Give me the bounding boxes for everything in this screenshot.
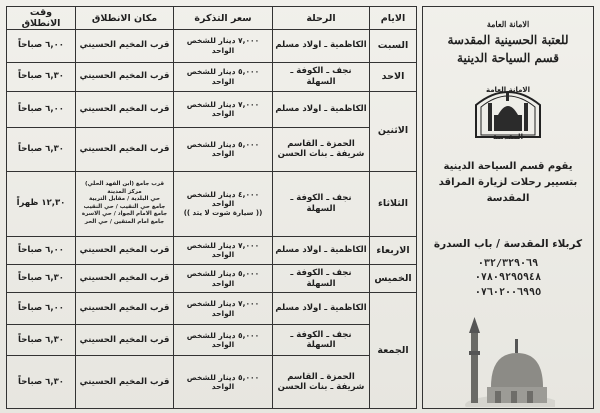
phone-list [423,257,593,301]
time-cell: ٦,٣٠ صباحاً [7,62,76,91]
table-row [7,356,417,409]
trip-cell: نجف ـ الكوفة ـ السهلة [273,171,370,236]
trip-line: الحمزة ـ القاسم [287,371,355,382]
place-line: قرب جامع (ابن الفهد الحلي) [84,181,165,188]
header-day: الايام [370,7,417,30]
department-name: قسم السياحة الدينية [457,51,559,65]
trip-cell: نجف ـ الكوفة ـ السهلة [273,62,370,91]
intro-line: يقوم قسم السياحة الدينية [443,161,573,172]
price-cell [174,171,273,236]
day-monday: الاثنين [370,91,417,171]
trip-line: شريفة ـ بنات الحسن [277,382,365,393]
price-cell: ٥,٠٠٠ دينار للشخص الواحد [174,265,273,293]
place-line: جامع حي النقيب / حي النقيب [83,203,166,210]
time-cell: ١٢,٣٠ ظهراً [7,171,76,236]
header-time: وقت الانطلاق [7,7,76,30]
intro-text [423,159,593,207]
place-line: حي البلدية / مقابل التربية [88,196,161,203]
time-cell: ٦,٣٠ صباحاً [7,127,76,171]
emblem-bottom-text: المقدسة [493,133,523,141]
table-row [7,265,417,293]
day-thursday: الخميس [370,265,417,293]
price-note: (( سيارة شوت لا يتد )) [183,208,263,217]
place-line: جامع امام المتقين / حي الحر [84,218,165,225]
day-tuesday: الثلاثاء [370,171,417,236]
place-line: جامع الامام الجواد / حي الاسرة [81,211,168,218]
table-row [7,171,417,236]
price-cell: ٧,٠٠٠ دينار للشخص الواحد [174,30,273,63]
header-place: مكان الانطلاق [76,7,174,30]
place-cell: قرب المخيم الحسيني [76,356,174,409]
table-row [7,127,417,171]
price-cell: ٥,٠٠٠ دينار للشخص الواحد [174,356,273,409]
time-cell: ٦,٠٠ صباحاً [7,30,76,63]
trip-line: شريفة ـ بنات الحسن [277,149,365,160]
place-cell: قرب المخيم الحسيني [76,293,174,324]
trip-line: الحمزة ـ القاسم [287,138,355,149]
place-cell: قرب المخيم الحسيني [76,324,174,355]
trip-cell: نجف ـ الكوفة ـ السهلة [273,265,370,293]
table-row [7,62,417,91]
header-price: سعر التذكرة [174,7,273,30]
time-cell: ٦,٣٠ صباحاً [7,265,76,293]
schedule-table-wrapper [6,6,416,409]
place-cell: قرب المخيم الحسيني [76,91,174,127]
shrine-dome-icon [465,315,555,407]
price-cell: ٧,٠٠٠ دينار للشخص الواحد [174,293,273,324]
intro-line: بتسيير رحلات لزيارة المراقد المقدسة [438,177,578,204]
place-cell: قرب المخيم الحسيني [76,62,174,91]
info-panel [422,6,594,409]
trip-cell: الكاظمية ـ اولاد مسلم [273,236,370,264]
trip-cell: الكاظمية ـ اولاد مسلم [273,30,370,63]
day-saturday: السبت [370,30,417,63]
org-name: للعتبة الحسينية المقدسة [447,33,569,47]
trip-cell [273,356,370,409]
shrine-emblem-icon [470,81,546,141]
trip-cell: نجف ـ الكوفة ـ السهلة [273,324,370,355]
day-sunday: الاحد [370,62,417,91]
price-cell: ٥,٠٠٠ دينار للشخص الواحد [174,127,273,171]
price-cell: ٥,٠٠٠ دينار للشخص الواحد [174,62,273,91]
table-row [7,30,417,63]
trip-cell [273,127,370,171]
place-line: مركز المدينة [107,188,142,195]
table-row [7,324,417,355]
phone-number: ٠٧٨٠٩٢٩٥٩٤٨ [474,272,542,284]
address-text: كربلاء المقدسة / باب السدرة [433,238,583,250]
time-cell: ٦,٠٠ صباحاً [7,236,76,264]
time-cell: ٦,٠٠ صباحاً [7,91,76,127]
org-top-title: الامانة العامة [486,19,530,29]
trip-cell: الكاظمية ـ اولاد مسلم [273,91,370,127]
day-wednesday: الاربعاء [370,236,417,264]
emblem-top-text: الامانة العامة [485,86,531,94]
header-trip: الرحلة [273,7,370,30]
time-cell: ٦,٣٠ صباحاً [7,356,76,409]
place-cell: قرب المخيم الحسيني [76,265,174,293]
time-cell: ٦,٣٠ صباحاً [7,324,76,355]
place-cell: قرب المخيم الحسيني [76,30,174,63]
place-cell-multi [76,171,174,236]
table-row [7,236,417,264]
table-row [7,293,417,324]
price-cell: ٧,٠٠٠ دينار للشخص الواحد [174,91,273,127]
phone-number: ٠٧٦٠٢٠٠٦٩٩٥ [474,286,542,298]
price-cell: ٧,٠٠٠ دينار للشخص الواحد [174,236,273,264]
day-friday: الجمعة [370,293,417,409]
table-row [7,91,417,127]
time-cell: ٦,٠٠ صباحاً [7,293,76,324]
trip-cell: الكاظمية ـ اولاد مسلم [273,293,370,324]
price-text: ٤,٠٠٠ دينار للشخص الواحد [186,189,260,209]
trip-schedule-table [6,6,417,409]
place-cell: قرب المخيم الحسيني [76,127,174,171]
phone-number: ٠٣٢/٣٢٩٠٦٩ [477,257,539,269]
table-header-row [7,7,417,30]
place-cell: قرب المخيم الحسيني [76,236,174,264]
price-cell: ٥,٠٠٠ دينار للشخص الواحد [174,324,273,355]
